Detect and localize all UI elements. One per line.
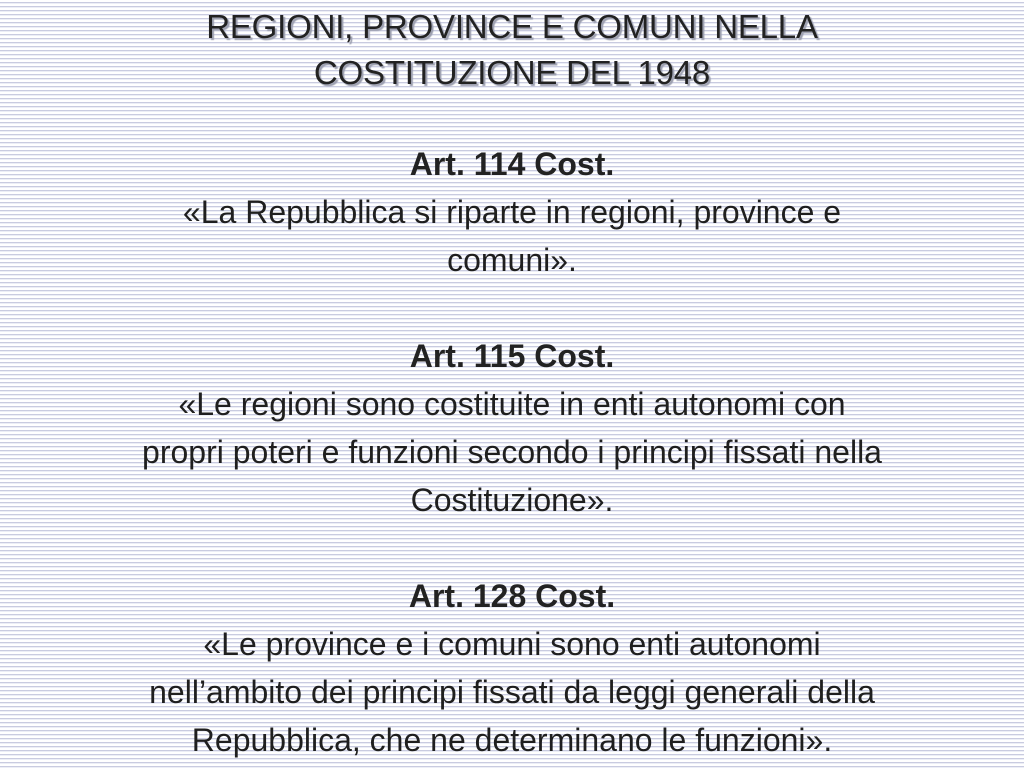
slide-body [20, 140, 1004, 764]
article-text-line: Costituzione». [410, 482, 614, 518]
article-text-line: «Le province e i comuni sono enti autonomi [203, 626, 821, 662]
article-115 [20, 332, 1004, 524]
article-heading: Art. 114 Cost. [409, 146, 615, 182]
article-text [20, 380, 1004, 524]
slide-title-line-2: COSTITUZIONE DEL 1948 [313, 54, 711, 91]
article-114 [20, 140, 1004, 284]
article-text-line: comuni». [447, 242, 577, 278]
slide-title-line-1: REGIONI, PROVINCE E COMUNI NELLA [206, 8, 818, 45]
article-heading: Art. 115 Cost. [409, 338, 615, 374]
article-text-line: nell’ambito dei principi fissati da leggi generali della [149, 674, 875, 710]
slide-title [40, 4, 984, 96]
article-text-line: «Le regioni sono costituite in enti autonomi con [178, 386, 846, 422]
article-128 [20, 572, 1004, 764]
article-text-line: Repubblica, che ne determinano le funzioni». [191, 722, 833, 758]
article-text [20, 620, 1004, 764]
article-text-line: propri poteri e funzioni secondo i principi fissati nella [142, 434, 882, 470]
article-heading: Art. 128 Cost. [408, 578, 616, 614]
article-text-line: «La Repubblica si riparte in regioni, province e [182, 194, 842, 230]
article-text [20, 188, 1004, 284]
